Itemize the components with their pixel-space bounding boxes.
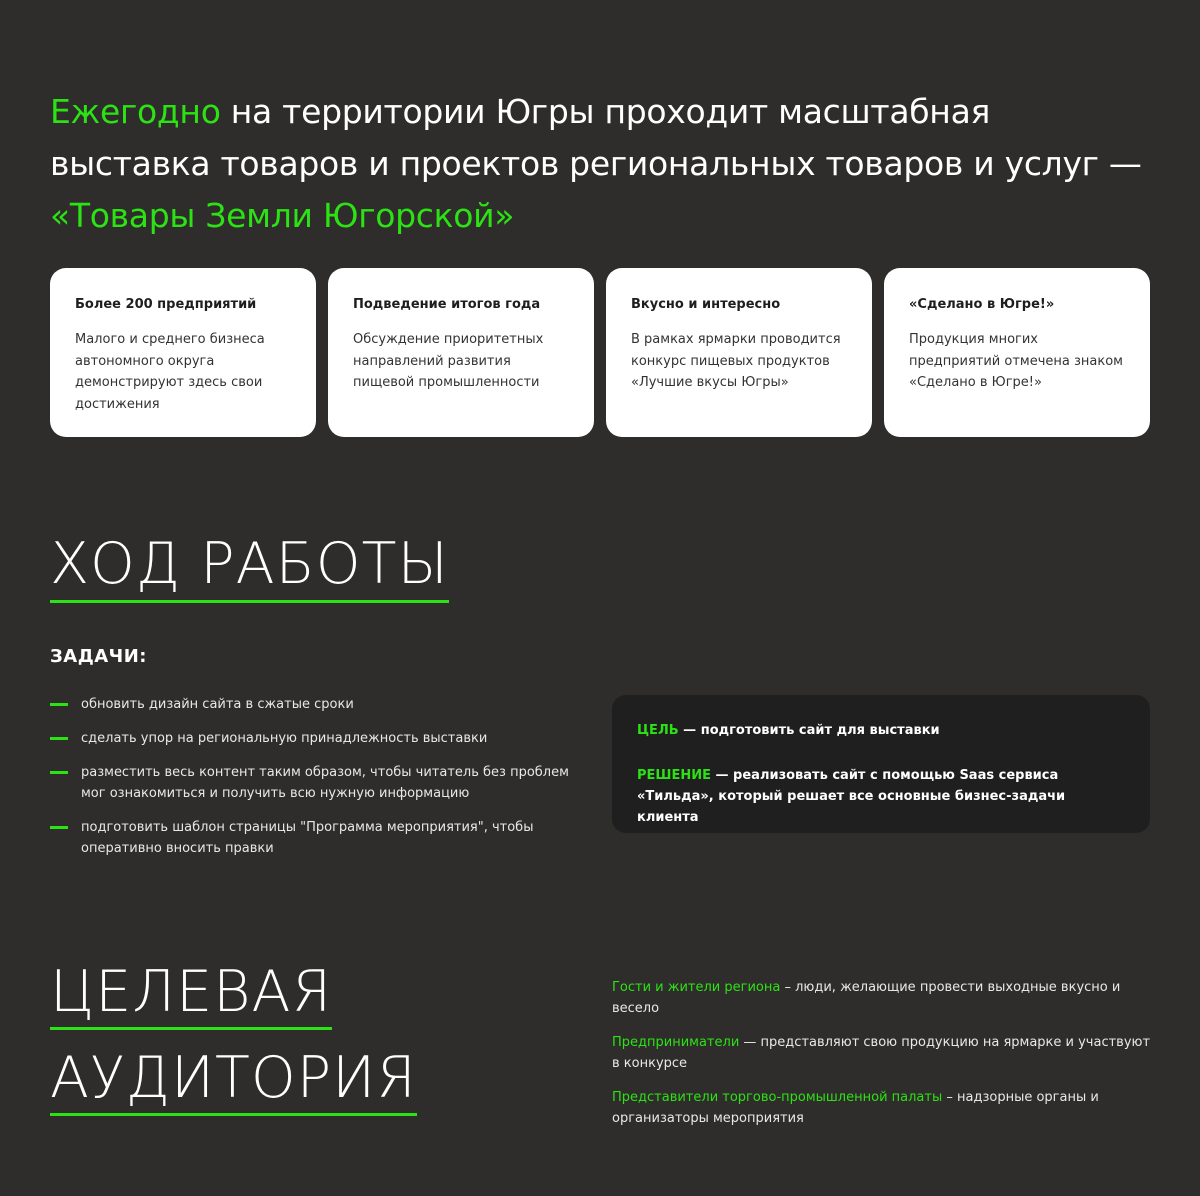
card-text: Обсуждение приоритетных направлений развития пищевой промышленности [353, 332, 544, 390]
feature-card [50, 268, 316, 437]
intro-highlight-start: Ежегодно [50, 92, 221, 131]
intro-text [50, 86, 1160, 242]
dash-icon [50, 703, 68, 706]
audience-label: Представители торгово-промышленной палаты [612, 1090, 943, 1105]
list-item [50, 728, 590, 749]
task-text: обновить дизайн сайта в сжатые сроки [81, 697, 354, 712]
goal-line [637, 720, 1125, 741]
goal-label: ЦЕЛЬ [637, 723, 679, 738]
goal-box [612, 695, 1150, 833]
audience-label: Гости и жители региона [612, 980, 781, 995]
task-text: разместить весь контент таким образом, чтобы читатель без проблем мог ознакомиться и получить всю нужную информацию [81, 765, 569, 801]
audience-text: – надзорные органы и организаторы мероприятия [612, 1090, 1099, 1126]
intro-main: на территории Югры проходит масштабная выставка товаров и проектов региональных товаров и услуг — [50, 92, 1142, 183]
audience-label: Предприниматели [612, 1035, 740, 1050]
card-title: Вкусно и интересно [631, 297, 781, 312]
task-text: сделать упор на региональную принадлежность выставки [81, 731, 488, 746]
card-text: В рамках ярмарки проводится конкурс пищевых продуктов «Лучшие вкусы Югры» [631, 332, 841, 390]
audience-text: — представляют свою продукцию на ярмарке и участвуют в конкурсе [612, 1035, 1151, 1071]
dash-icon [50, 737, 68, 740]
list-item [50, 694, 590, 715]
tasks-label: ЗАДАЧИ: [50, 646, 147, 667]
audience-item [612, 1087, 1157, 1129]
feature-card [328, 268, 594, 437]
card-title: «Сделано в Югре!» [909, 297, 1055, 312]
card-title: Более 200 предприятий [75, 297, 257, 312]
feature-card [884, 268, 1150, 437]
dash-icon [50, 771, 68, 774]
audience-item [612, 1032, 1157, 1074]
work-section-heading [50, 532, 449, 603]
audience-heading-line1: ЦЕЛЕВАЯ [50, 957, 332, 1030]
audience-heading-line2: АУДИТОРИЯ [50, 1043, 417, 1116]
audience-section-heading [50, 952, 417, 1118]
solution-line [637, 765, 1125, 828]
feature-cards [50, 268, 1150, 437]
card-text: Малого и среднего бизнеса автономного округа демонстрируют здесь свои достижения [75, 332, 265, 412]
work-heading-text: ХОД РАБОТЫ [50, 532, 449, 603]
feature-card [606, 268, 872, 437]
intro-highlight-end: «Товары Земли Югорской» [50, 196, 515, 235]
dash-icon [50, 826, 68, 829]
list-item [50, 817, 590, 859]
goal-text: — подготовить сайт для выставки [678, 723, 940, 738]
card-title: Подведение итогов года [353, 297, 541, 312]
audience-item [612, 977, 1157, 1019]
list-item [50, 762, 590, 804]
solution-text: — реализовать сайт с помощью Saas сервиса «Тильда», который решает все основные бизнес-задачи клиента [637, 768, 1066, 825]
tasks-list [50, 694, 590, 872]
solution-label: РЕШЕНИЕ [637, 768, 711, 783]
audience-text: – люди, желающие провести выходные вкусно и весело [612, 980, 1121, 1016]
card-text: Продукция многих предприятий отмечена знаком «Сделано в Югре!» [909, 332, 1123, 390]
task-text: подготовить шаблон страницы "Программа мероприятия", чтобы оперативно вносить правки [81, 820, 534, 856]
audience-list [612, 977, 1157, 1142]
